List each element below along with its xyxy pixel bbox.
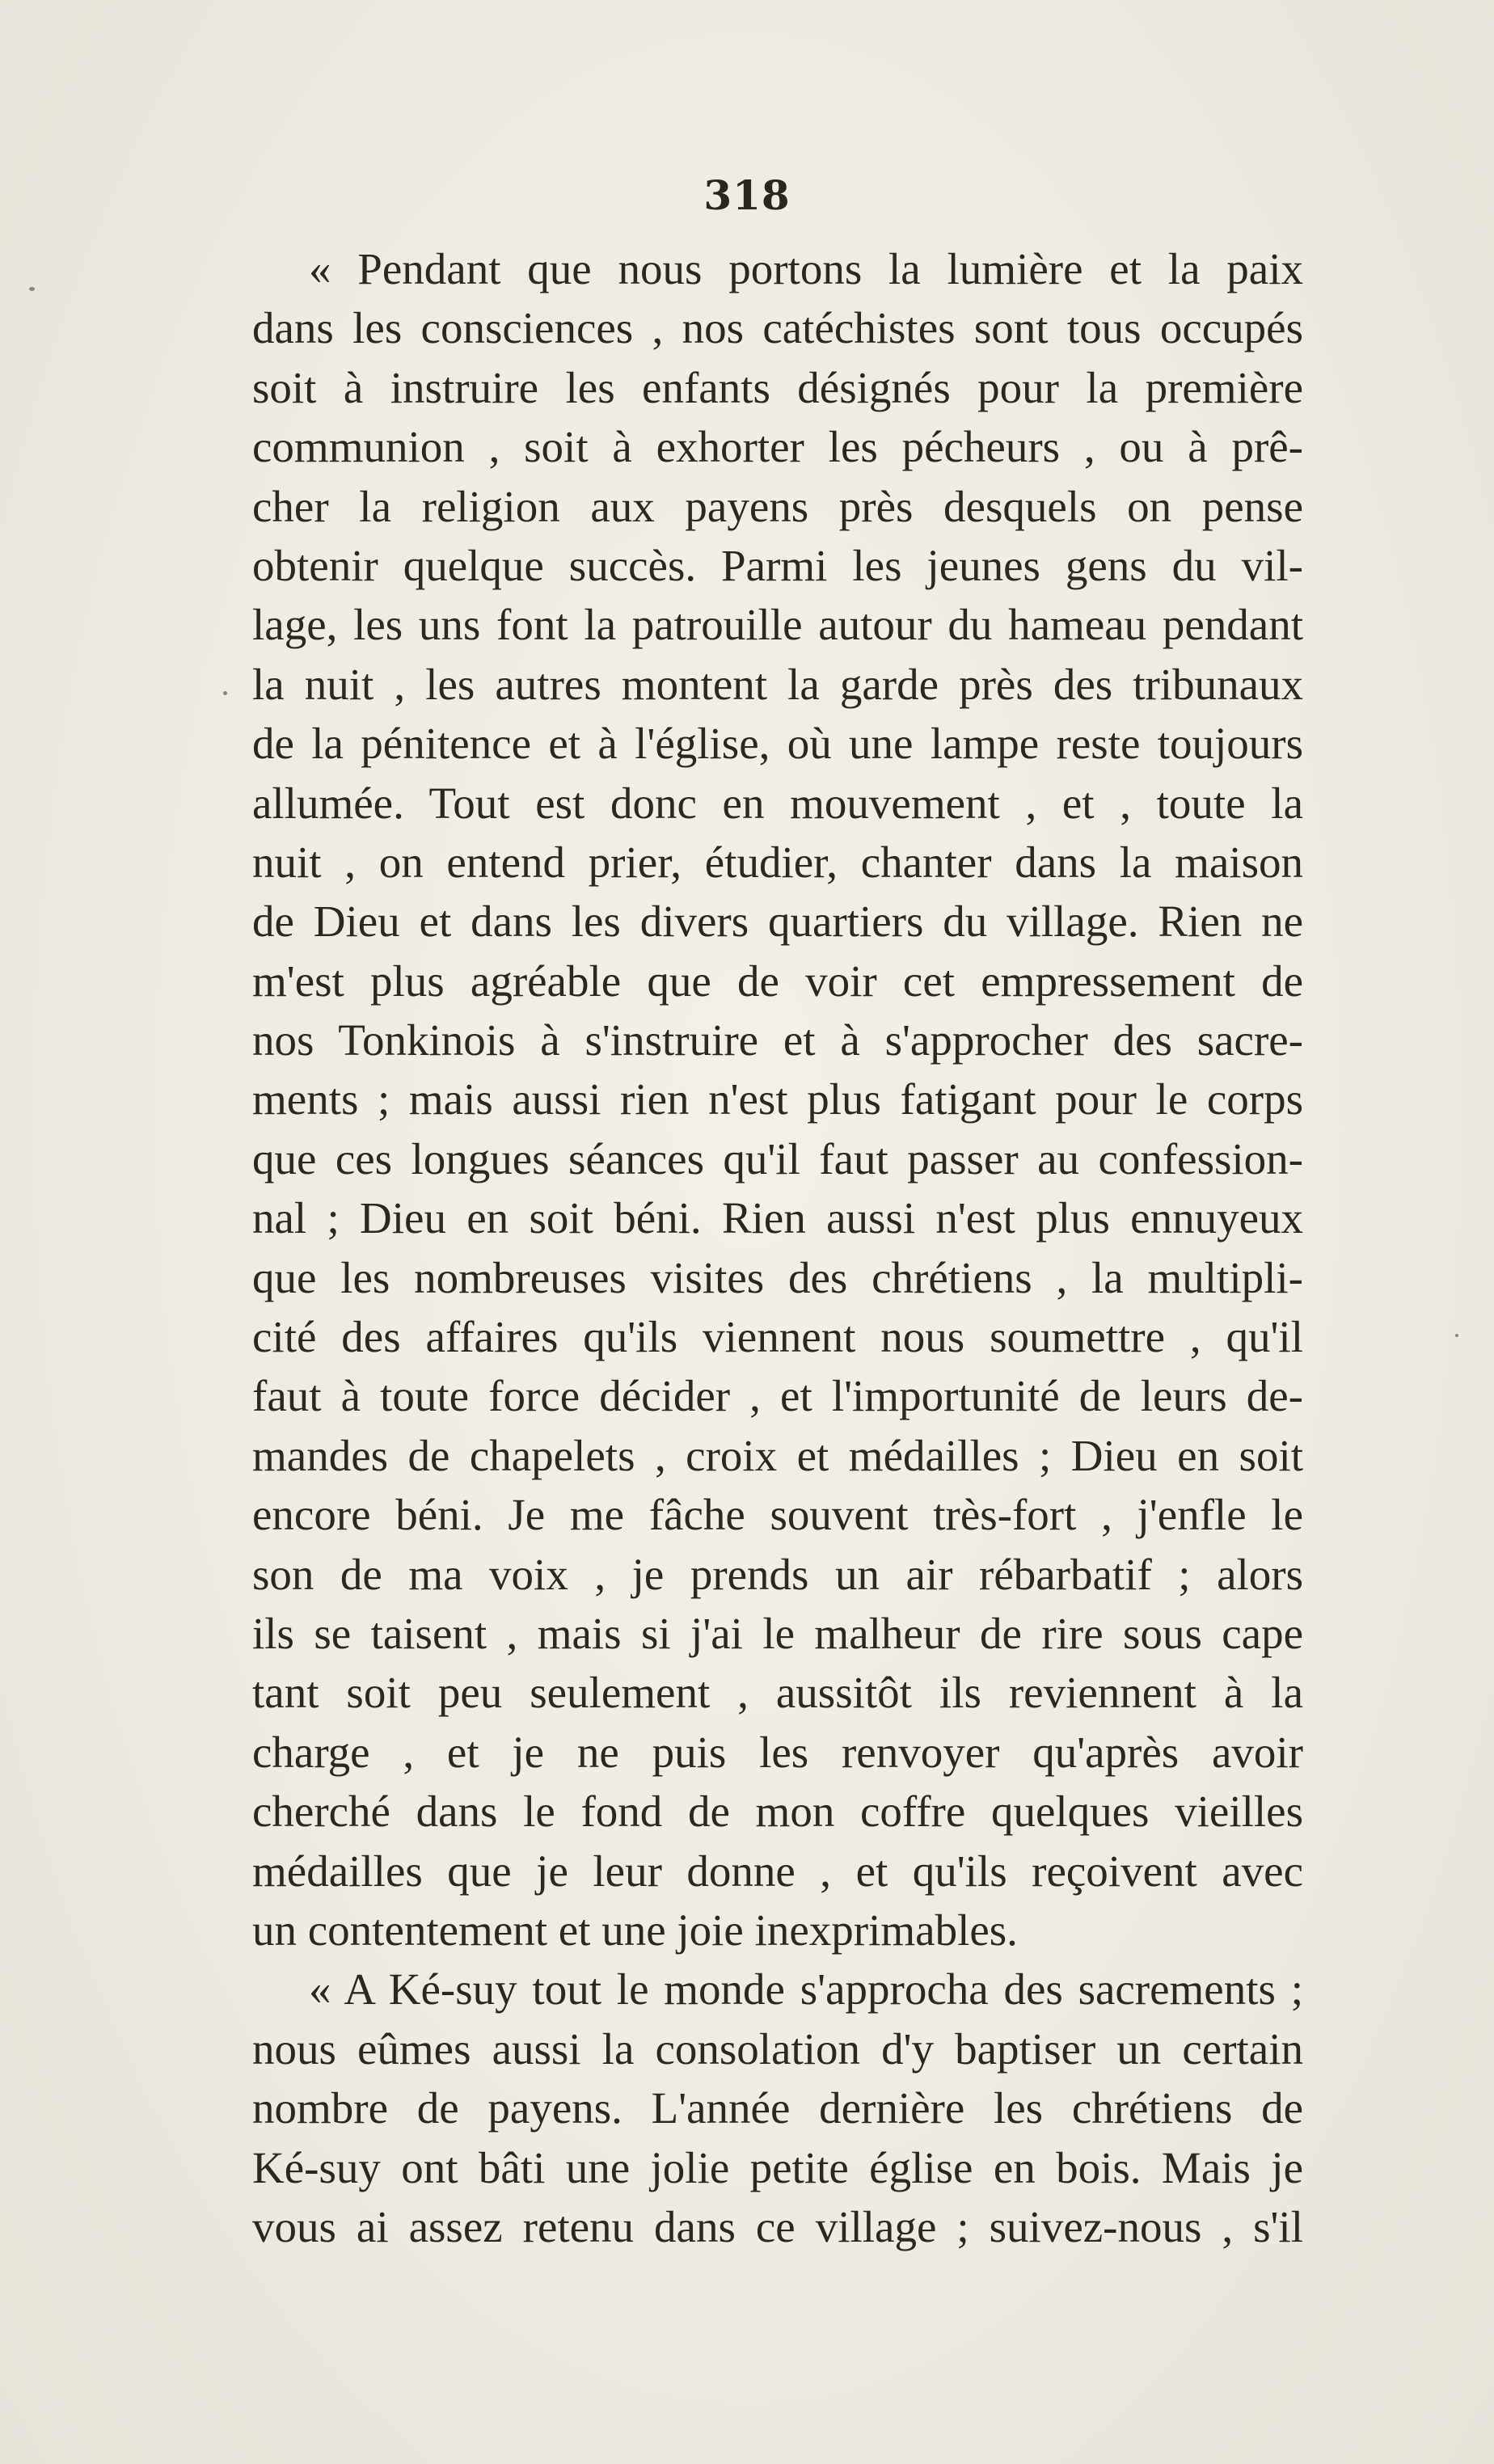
text-line: nombre de payens. L'année dernière les chrétiens de	[252, 2083, 1303, 2133]
text-line: nous eûmes aussi la consolation d'y baptiser un certain	[252, 2023, 1303, 2074]
page-number: 318	[703, 171, 791, 219]
text-line: dans les consciences , nos catéchistes sont tous occupés	[252, 303, 1303, 353]
text-line: m'est plus agréable que de voir cet empressement de	[252, 956, 1303, 1006]
text-line: nuit , on entend prier, étudier, chanter dans la maison	[252, 837, 1303, 887]
text-line: la nuit , les autres montent la garde près des tribunaux	[252, 659, 1303, 709]
text-line: charge , et je ne puis les renvoyer qu'après avoir	[252, 1727, 1303, 1777]
text-line: tant soit peu seulement , aussitôt ils reviennent à la	[252, 1668, 1303, 1718]
ink-speck	[223, 691, 227, 695]
text-line: que les nombreuses visites des chrétiens , la multipli-	[252, 1252, 1303, 1302]
text-line: ments ; mais aussi rien n'est plus fatigant pour le corps	[252, 1074, 1303, 1124]
text-line: son de ma voix , je prends un air rébarbatif ; alors	[252, 1549, 1303, 1599]
text-line: cité des affaires qu'ils viennent nous soumettre , qu'il	[252, 1312, 1303, 1362]
text-line: « A Ké-suy tout le monde s'approcha des sacrements ;	[309, 1964, 1303, 2015]
text-line: nal ; Dieu en soit béni. Rien aussi n'est plus ennuyeux	[252, 1193, 1303, 1243]
text-line: obtenir quelque succès. Parmi les jeunes gens du vil-	[252, 540, 1303, 590]
body-text	[252, 239, 1303, 2256]
text-line: faut à toute force décider , et l'importunité de leurs de-	[252, 1371, 1303, 1421]
ink-speck	[29, 287, 35, 291]
text-line: médailles que je leur donne , et qu'ils reçoivent avec	[252, 1846, 1303, 1896]
text-line: « Pendant que nous portons la lumière et la paix	[309, 244, 1303, 293]
text-line: un contentement et une joie inexprimables.	[252, 1905, 1018, 1955]
text-line: mandes de chapelets , croix et médailles ; Dieu en soit	[252, 1430, 1303, 1480]
text-line: communion , soit à exhorter les pécheurs , ou à prê-	[252, 422, 1303, 472]
text-line: allumée. Tout est donc en mouvement , et , toute la	[252, 778, 1303, 828]
text-line: de la pénitence et à l'église, où une lampe reste toujours	[252, 719, 1303, 769]
text-line: encore béni. Je me fâche souvent très-fort , j'enfle le	[252, 1490, 1303, 1540]
text-line: nos Tonkinois à s'instruire et à s'approcher des sacre-	[252, 1015, 1303, 1065]
text-line: que ces longues séances qu'il faut passer au confession-	[252, 1133, 1303, 1183]
text-line: lage, les uns font la patrouille autour du hameau pendant	[252, 600, 1303, 650]
ink-speck	[1455, 1334, 1458, 1337]
text-line: vous ai assez retenu dans ce village ; suivez-nous , s'il	[252, 2201, 1303, 2251]
text-line: de Dieu et dans les divers quartiers du village. Rien ne	[252, 897, 1303, 947]
text-line: soit à instruire les enfants désignés pour la première	[252, 362, 1303, 412]
text-line: cherché dans le fond de mon coffre quelques vieilles	[252, 1787, 1303, 1837]
text-line: Ké-suy ont bâti une jolie petite église en bois. Mais je	[252, 2142, 1303, 2192]
text-line: ils se taisent , mais si j'ai le malheur de rire sous cape	[252, 1608, 1303, 1658]
text-line: cher la religion aux payens près desquels on pense	[252, 481, 1303, 531]
